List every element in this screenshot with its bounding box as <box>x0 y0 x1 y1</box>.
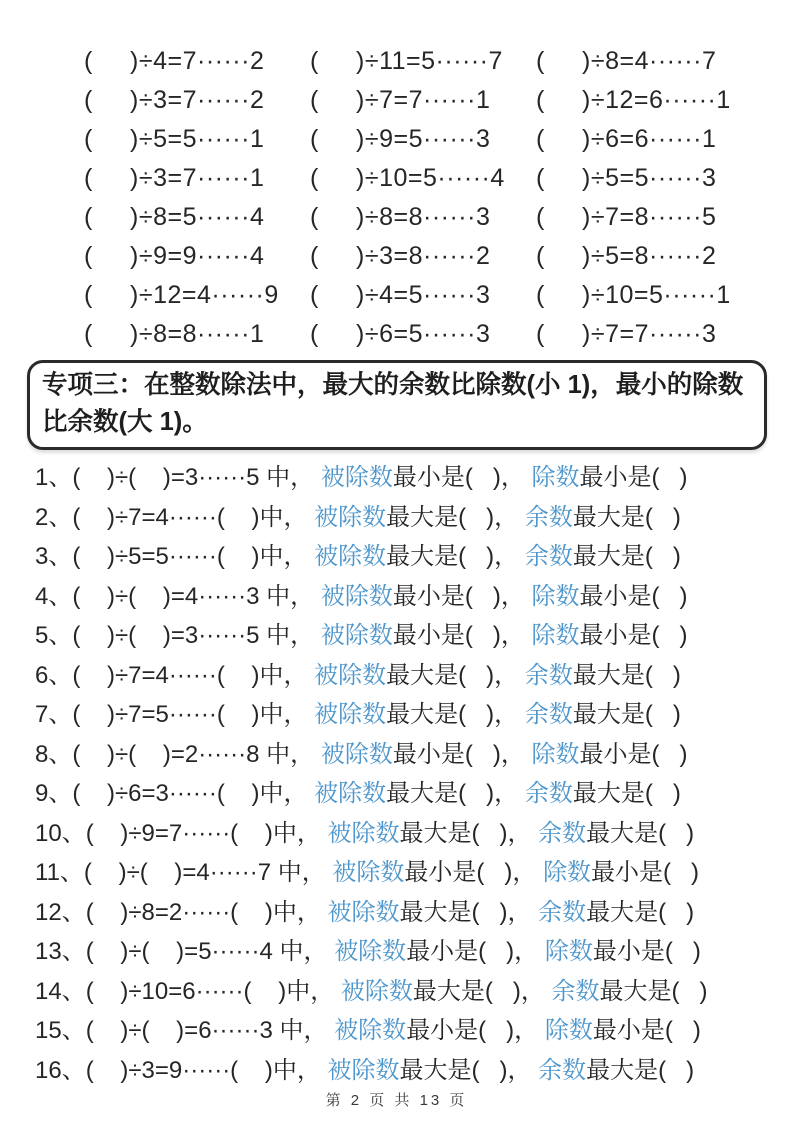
problem-prefix-text: 3、( )÷5=5······( )中， <box>35 543 315 570</box>
problem-mid-text: 最大是( )， <box>386 701 525 728</box>
equation-cell: ( )÷3=8······2 <box>310 242 491 270</box>
problem-term1-highlight: 被除数 <box>314 543 387 570</box>
problem-term1-highlight: 被除数 <box>314 780 387 807</box>
problem-term1-highlight: 被除数 <box>327 1056 400 1084</box>
problem-term1-highlight: 被除数 <box>334 938 407 965</box>
problem-term2-highlight: 除数 <box>531 582 580 610</box>
section-header-box <box>27 360 767 450</box>
equation-cell: ( )÷5=5······1 <box>84 125 265 153</box>
problem-term1-highlight: 被除数 <box>332 859 405 886</box>
equation-cell: ( )÷8=5······4 <box>84 203 265 231</box>
problem-term1-highlight: 被除数 <box>314 661 387 689</box>
problem-suffix-text: 最小是( ) <box>579 622 688 649</box>
problem-suffix-text: 最大是( ) <box>586 1056 695 1084</box>
problem-prefix-text: 7、( )÷7=5······( )中， <box>35 701 315 728</box>
problem-item <box>35 972 793 1012</box>
problem-term1-highlight: 被除数 <box>320 464 393 491</box>
equation-cell: ( )÷4=7······2 <box>84 47 265 75</box>
problem-item <box>35 814 793 854</box>
problem-list <box>35 458 793 1090</box>
problem-term2-highlight: 余数 <box>538 1056 587 1084</box>
problem-term2-highlight: 余数 <box>524 543 573 570</box>
problem-suffix-text: 最大是( ) <box>586 819 695 847</box>
equation-cell: ( )÷8=8······3 <box>310 203 491 231</box>
problem-suffix-text: 最小是( ) <box>579 582 688 610</box>
equation-cell: ( )÷10=5······1 <box>536 281 731 309</box>
equation-cell: ( )÷12=6······1 <box>536 86 731 114</box>
problem-item <box>35 735 793 775</box>
equation-cell: ( )÷5=5······3 <box>536 164 717 192</box>
problem-mid-text: 最大是( )， <box>386 780 525 807</box>
equation-cell: ( )÷9=9······4 <box>84 242 265 270</box>
problem-prefix-text: 14、( )÷10=6······( )中， <box>35 977 341 1005</box>
problem-prefix-text: 8、( )÷( )=2······8 中， <box>35 740 321 768</box>
problem-term2-highlight: 除数 <box>543 859 592 886</box>
equation-cell: ( )÷6=5······3 <box>310 320 491 348</box>
problem-mid-text: 最小是( )， <box>392 464 532 491</box>
problem-mid-text: 最大是( )， <box>412 977 552 1005</box>
problem-term1-highlight: 被除数 <box>334 1017 407 1044</box>
equation-cell: ( )÷10=5······4 <box>310 164 505 192</box>
problem-item <box>35 695 793 735</box>
equation-cell: ( )÷8=4······7 <box>536 47 717 75</box>
page-number-text: 第 2 页 共 13 页 <box>325 1092 468 1109</box>
problem-suffix-text: 最小是( ) <box>592 938 701 965</box>
page-footer <box>0 1089 793 1110</box>
problem-term1-highlight: 被除数 <box>320 740 393 768</box>
problem-suffix-text: 最小是( ) <box>579 464 688 491</box>
problem-item <box>35 853 793 893</box>
problem-item <box>35 577 793 617</box>
problem-prefix-text: 12、( )÷8=2······( )中， <box>35 898 328 926</box>
section-header-text: 专项三：在整数除法中，最大的余数比除数(小 1)，最小的除数比余数(大 1)。 <box>42 371 744 436</box>
problem-mid-text: 最小是( )， <box>392 740 532 768</box>
problem-item <box>35 1011 793 1051</box>
problem-suffix-text: 最大是( ) <box>572 701 681 728</box>
problem-suffix-text: 最小是( ) <box>591 859 700 886</box>
problem-item <box>35 537 793 577</box>
problem-term1-highlight: 被除数 <box>327 898 400 926</box>
problem-term2-highlight: 余数 <box>524 701 573 728</box>
problem-prefix-text: 6、( )÷7=4······( )中， <box>35 661 315 689</box>
problem-suffix-text: 最大是( ) <box>572 780 681 807</box>
problem-term1-highlight: 被除数 <box>314 503 387 531</box>
equation-cell: ( )÷5=8······2 <box>536 242 717 270</box>
problem-item <box>35 893 793 933</box>
problem-term1-highlight: 被除数 <box>327 819 400 847</box>
problem-prefix-text: 5、( )÷( )=3······5 中， <box>35 622 321 649</box>
problem-prefix-text: 9、( )÷6=3······( )中， <box>35 780 315 807</box>
problem-mid-text: 最大是( )， <box>399 819 539 847</box>
problem-item <box>35 1051 793 1091</box>
problem-suffix-text: 最大是( ) <box>586 898 695 926</box>
problem-prefix-text: 2、( )÷7=4······( )中， <box>35 503 315 531</box>
problem-prefix-text: 4、( )÷( )=4······3 中， <box>35 582 321 610</box>
equation-cell: ( )÷7=7······3 <box>536 320 717 348</box>
problem-mid-text: 最大是( )， <box>386 503 525 531</box>
problem-item <box>35 932 793 972</box>
problem-mid-text: 最小是( )， <box>392 622 532 649</box>
equation-cell: ( )÷8=8······1 <box>84 320 265 348</box>
problem-item <box>35 656 793 696</box>
problem-suffix-text: 最小是( ) <box>592 1017 701 1044</box>
equation-cell: ( )÷12=4······9 <box>84 281 279 309</box>
problem-mid-text: 最大是( )， <box>386 661 525 689</box>
problem-term2-highlight: 除数 <box>544 938 593 965</box>
problem-term1-highlight: 被除数 <box>314 701 387 728</box>
problem-term1-highlight: 被除数 <box>320 582 393 610</box>
problem-suffix-text: 最大是( ) <box>572 503 681 531</box>
problem-suffix-text: 最大是( ) <box>572 543 681 570</box>
equation-cell: ( )÷7=8······5 <box>536 203 717 231</box>
problem-prefix-text: 16、( )÷3=9······( )中， <box>35 1056 328 1084</box>
problem-item <box>35 458 793 498</box>
problem-term1-highlight: 被除数 <box>320 622 393 649</box>
problem-mid-text: 最大是( )， <box>399 1056 539 1084</box>
problem-suffix-text: 最大是( ) <box>599 977 708 1005</box>
problem-term2-highlight: 余数 <box>551 977 600 1005</box>
equation-cell: ( )÷11=5······7 <box>310 47 503 75</box>
problem-term1-highlight: 被除数 <box>340 977 413 1005</box>
problem-prefix-text: 13、( )÷( )=5······4 中， <box>35 938 335 965</box>
equation-cell: ( )÷4=5······3 <box>310 281 491 309</box>
problem-term2-highlight: 余数 <box>538 819 587 847</box>
equation-cell: ( )÷9=5······3 <box>310 125 491 153</box>
equation-cell: ( )÷7=7······1 <box>310 86 491 114</box>
problem-term2-highlight: 除数 <box>531 464 580 491</box>
problem-prefix-text: 10、( )÷9=7······( )中， <box>35 819 328 847</box>
equation-cell: ( )÷6=6······1 <box>536 125 717 153</box>
problem-mid-text: 最小是( )， <box>392 582 532 610</box>
problem-term2-highlight: 余数 <box>524 503 573 531</box>
problem-item <box>35 616 793 656</box>
problem-term2-highlight: 余数 <box>538 898 587 926</box>
problem-term2-highlight: 除数 <box>531 622 580 649</box>
problem-prefix-text: 11、( )÷( )=4······7 中， <box>35 859 333 886</box>
equation-grid <box>0 0 793 354</box>
problem-mid-text: 最大是( )， <box>399 898 539 926</box>
problem-mid-text: 最大是( )， <box>386 543 525 570</box>
problem-mid-text: 最小是( )， <box>406 1017 545 1044</box>
equation-cell: ( )÷3=7······1 <box>84 164 265 192</box>
problem-term2-highlight: 余数 <box>524 780 573 807</box>
problem-suffix-text: 最大是( ) <box>572 661 681 689</box>
problem-mid-text: 最小是( )， <box>406 938 545 965</box>
problem-prefix-text: 1、( )÷( )=3······5 中， <box>35 464 321 491</box>
problem-term2-highlight: 余数 <box>524 661 573 689</box>
problem-mid-text: 最小是( )， <box>404 859 544 886</box>
problem-term2-highlight: 除数 <box>544 1017 593 1044</box>
problem-suffix-text: 最小是( ) <box>579 740 688 768</box>
problem-term2-highlight: 除数 <box>531 740 580 768</box>
problem-prefix-text: 15、( )÷( )=6······3 中， <box>35 1017 335 1044</box>
problem-item <box>35 774 793 814</box>
problem-item <box>35 498 793 538</box>
equation-cell: ( )÷3=7······2 <box>84 86 265 114</box>
